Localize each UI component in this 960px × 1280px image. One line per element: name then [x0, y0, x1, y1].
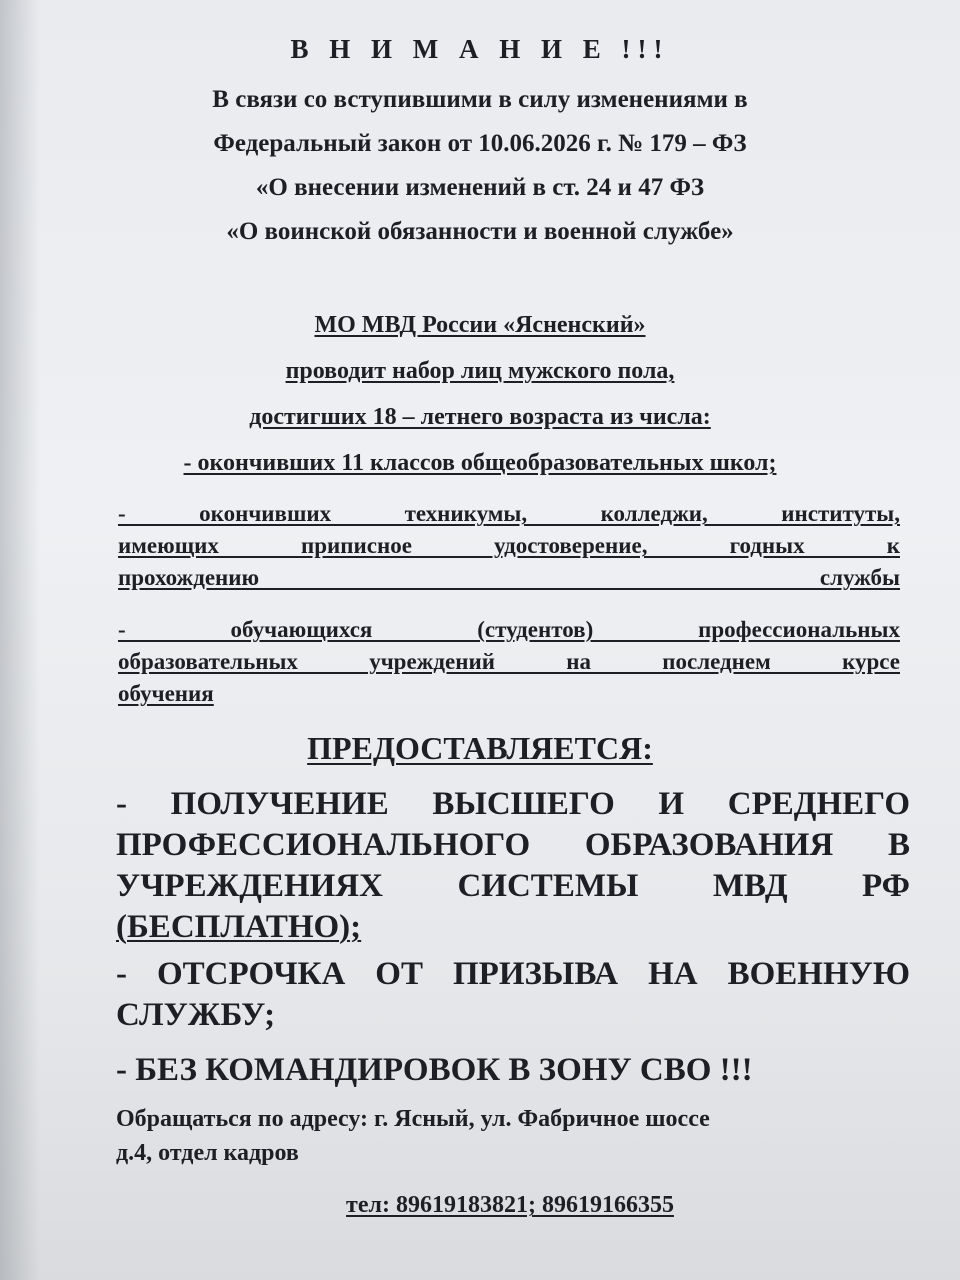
age-line: достигших 18 – летнего возраста из числа:	[249, 404, 711, 430]
group-3-line-1: - обучающихся (студентов) профессиональных	[118, 617, 900, 642]
address	[116, 1102, 916, 1170]
group-3-line-3: обучения	[118, 681, 214, 706]
notice-title: В Н И М А Н И Е !!!	[290, 34, 670, 64]
benefit-1-line-3: УЧРЕЖДЕНИЯХ СИСТЕМЫ МВД РФ	[116, 868, 910, 904]
benefit-2	[116, 954, 910, 1036]
address-line-2: д.4, отдел кадров	[116, 1140, 299, 1166]
intro-line-3: «О внесении изменений в ст. 24 и 47 ФЗ	[255, 174, 705, 201]
intro-line-2: Федеральный закон от 10.06.2026 г. № 179 – ФЗ	[213, 130, 747, 157]
group-2-line-3: прохождению службы	[118, 565, 900, 590]
benefit-1-line-4: (БЕСПЛАТНО);	[116, 909, 362, 945]
benefit-1-line-1: - ПОЛУЧЕНИЕ ВЫСШЕГО И СРЕДНЕГО	[116, 786, 910, 822]
address-line-1: Обращаться по адресу: г. Ясный, ул. Фабричное шоссе	[116, 1106, 710, 1132]
group-2	[118, 498, 900, 594]
group-3-line-2: образовательных учреждений на последнем курсе	[118, 649, 900, 674]
benefit-1-line-2: ПРОФЕССИОНАЛЬНОГО ОБРАЗОВАНИЯ В	[116, 827, 910, 863]
provides-heading: ПРЕДОСТАВЛЯЕТСЯ:	[307, 730, 653, 766]
phone-line: тел: 89619183821; 89619166355	[346, 1192, 674, 1218]
benefit-2-line-1: - ОТСРОЧКА ОТ ПРИЗЫВА НА ВОЕННУЮ	[116, 956, 910, 992]
intro-line-1: В связи со вступившими в силу изменениями в	[212, 86, 748, 113]
group-3	[118, 614, 900, 710]
recruit-line: проводит набор лиц мужского пола,	[285, 358, 675, 384]
group-2-line-1: - окончивших техникумы, колледжи, институты,	[118, 501, 900, 526]
org-name: МО МВД России «Ясненский»	[314, 312, 646, 338]
group-2-line-2: имеющих приписное удостоверение, годных к	[118, 533, 900, 558]
benefit-3: - БЕЗ КОМАНДИРОВОК В ЗОНУ СВО !!!	[116, 1052, 753, 1088]
benefit-2-line-2: СЛУЖБУ;	[116, 997, 276, 1033]
group-1: - окончивших 11 классов общеобразовательных школ;	[183, 450, 777, 476]
intro-line-4: «О воинской обязанности и военной службе»	[226, 218, 734, 245]
benefit-1	[116, 784, 910, 948]
